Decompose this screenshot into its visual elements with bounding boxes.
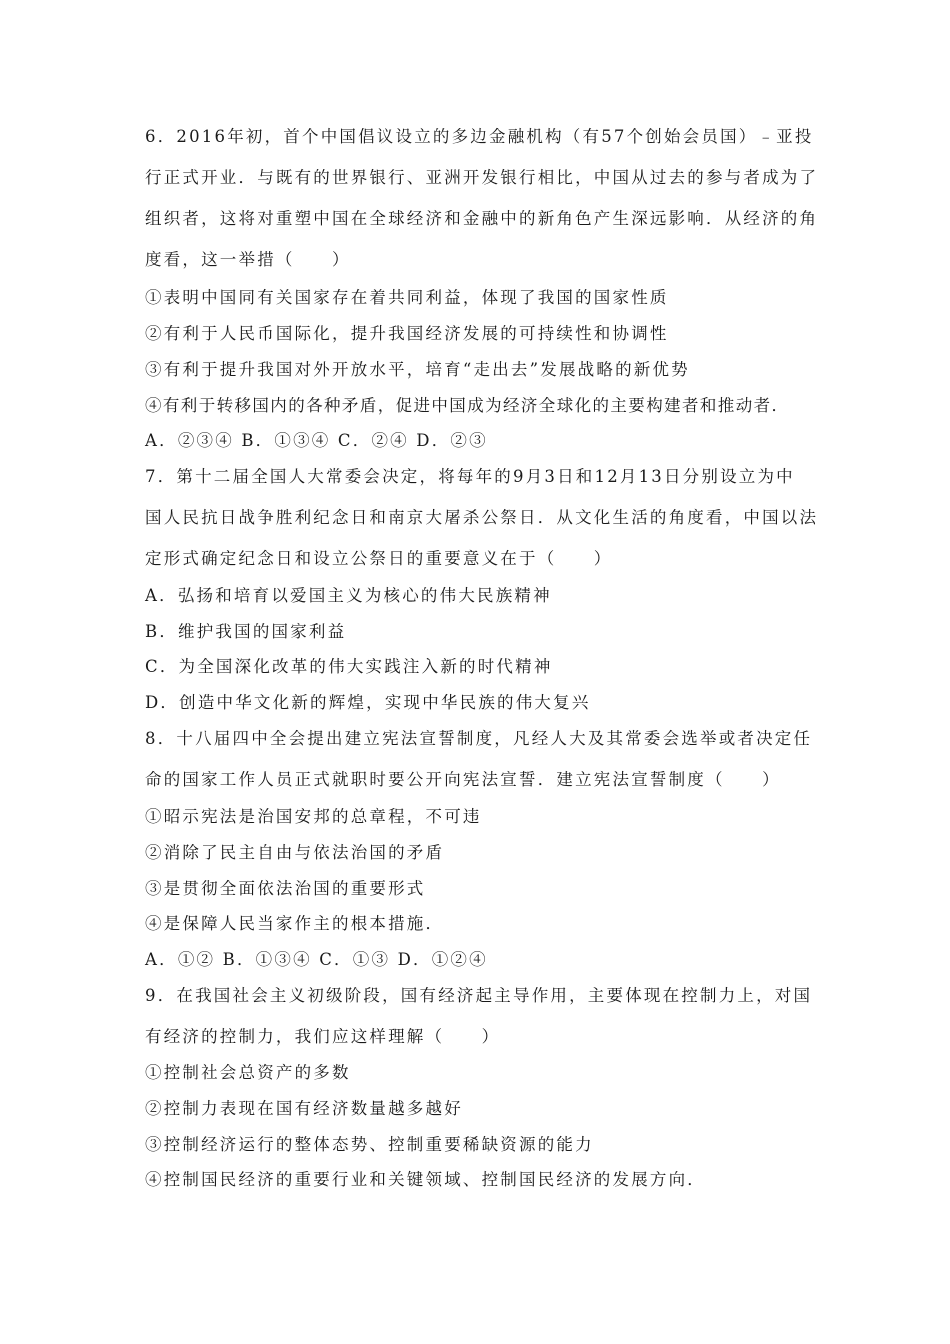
q8-options: A．①② B．①③④ C．①③ D．①②④ <box>145 950 488 969</box>
q6-options: A．②③④ B．①③④ C．②④ D．②③ <box>145 431 488 450</box>
q8-item-3: ③是贯彻全面依法治国的重要形式 <box>145 879 426 898</box>
q8-stem-line-1: 8．十八届四中全会提出建立宪法宣誓制度，凡经人大及其常委会选举或者决定任 <box>145 729 813 748</box>
q8-item-4: ④是保障人民当家作主的根本措施． <box>145 914 445 933</box>
q7-option-d: D．创造中华文化新的辉煌，实现中华民族的伟大复兴 <box>145 693 591 712</box>
q6-stem-line-1: 6．2016年初，首个中国倡议设立的多边金融机构（有57个创始会员国）﹣亚投 <box>145 127 814 146</box>
q6-stem-line-2: 行正式开业．与既有的世界银行、亚洲开发银行相比，中国从过去的参与者成为了 <box>145 168 819 187</box>
q6-item-1: ①表明中国同有关国家存在着共同利益，体现了我国的国家性质 <box>145 288 669 307</box>
q6-stem-line-4: 度看，这一举措（ ） <box>145 250 351 269</box>
q8-item-1: ①昭示宪法是治国安邦的总章程，不可违 <box>145 807 482 826</box>
q9-item-1: ①控制社会总资产的多数 <box>145 1063 351 1082</box>
q8-item-2: ②消除了民主自由与依法治国的矛盾 <box>145 843 445 862</box>
q6-stem-line-3: 组织者，这将对重塑中国在全球经济和金融中的新角色产生深远影响．从经济的角 <box>145 209 819 228</box>
q8-stem-line-2: 命的国家工作人员正式就职时要公开向宪法宣誓．建立宪法宣誓制度（ ） <box>145 770 781 789</box>
q7-stem-line-1: 7．第十二届全国人大常委会决定，将每年的9月3日和12月13日分别设立为中 <box>145 467 795 486</box>
q9-stem-line-1: 9．在我国社会主义初级阶段，国有经济起主导作用，主要体现在控制力上，对国 <box>145 986 813 1005</box>
q7-option-a: A．弘扬和培育以爱国主义为核心的伟大民族精神 <box>145 586 552 605</box>
q7-option-b: B．维护我国的国家利益 <box>145 622 347 641</box>
q9-stem-line-2: 有经济的控制力，我们应这样理解（ ） <box>145 1027 501 1046</box>
q6-item-4: ④有利于转移国内的各种矛盾，促进中国成为经济全球化的主要构建者和推动者． <box>145 396 790 415</box>
q6-item-3: ③有利于提升我国对外开放水平，培育“走出去”发展战略的新优势 <box>145 360 690 379</box>
q7-stem-line-2: 国人民抗日战争胜利纪念日和南京大屠杀公祭日．从文化生活的角度看，中国以法 <box>145 508 819 527</box>
q7-stem-line-3: 定形式确定纪念日和设立公祭日的重要意义在于（ ） <box>145 549 613 568</box>
q9-item-2: ②控制力表现在国有经济数量越多越好 <box>145 1099 463 1118</box>
q9-item-3: ③控制经济运行的整体态势、控制重要稀缺资源的能力 <box>145 1135 594 1154</box>
q6-item-2: ②有利于人民币国际化，提升我国经济发展的可持续性和协调性 <box>145 324 669 343</box>
q7-option-c: C．为全国深化改革的伟大实践注入新的时代精神 <box>145 657 553 676</box>
q9-item-4: ④控制国民经济的重要行业和关键领域、控制国民经济的发展方向． <box>145 1170 706 1189</box>
